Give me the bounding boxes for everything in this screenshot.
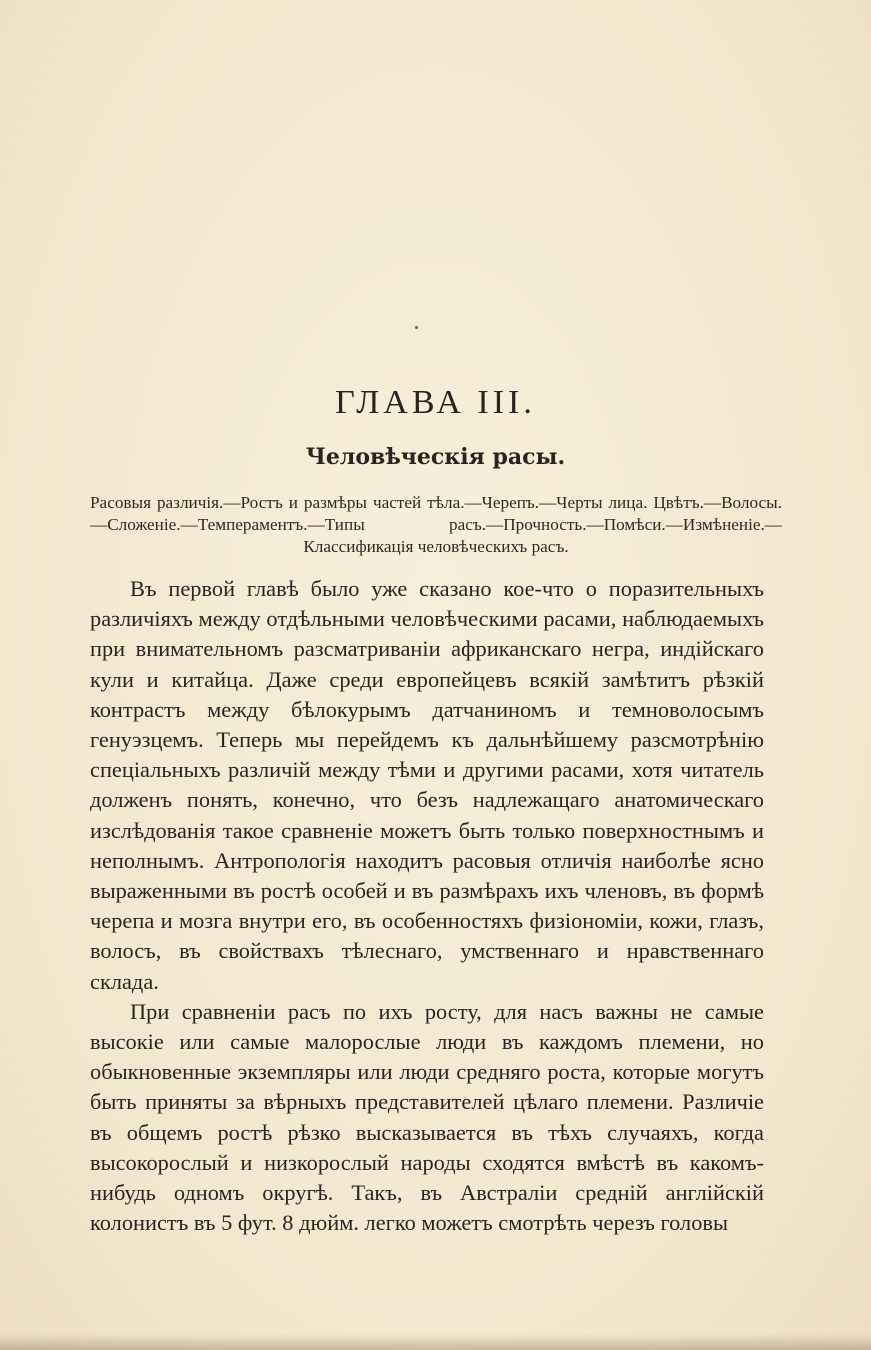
ink-speck bbox=[415, 326, 418, 329]
paragraph: При сравненіи расъ по ихъ росту, для насъ важны не самые высокіе или самые малорослые люди въ каждомъ племени, но обыкновенные экземпляры или люди средняго роста, которые могутъ быть приняты за вѣрныхъ представителей цѣлаго племени. Различіе въ общемъ ростѣ рѣзко высказывается въ тѣхъ случаяхъ, когда высокорослый и низкорослый народы сходятся вмѣстѣ въ какомъ-нибудь одномъ округѣ. Такъ, въ Австраліи средній англійскій колонистъ въ 5 фут. 8 дюйм. легко можетъ смотрѣть черезъ головы bbox=[90, 998, 764, 1236]
chapter-heading: ГЛАВА III. bbox=[335, 384, 536, 421]
chapter-synopsis: Расовыя различія.—Ростъ и размѣры частей тѣла.—Черепъ.—Черты лица. Цвѣтъ.—Волосы.—Сложеніе.—Темпераментъ.—Типы расъ.—Прочность.—Помѣси.—Измѣненіе.—Классификація человѣческихъ расъ. bbox=[90, 493, 782, 556]
chapter-title: Человѣческія расы. bbox=[305, 444, 566, 470]
page-bottom-edge bbox=[0, 1334, 871, 1350]
body-text bbox=[90, 574, 764, 1238]
paragraph: Въ первой главѣ было уже сказано кое-что о поразительныхъ различіяхъ между отдѣльными человѣческими расами, наблюдаемыхъ при внимательномъ разсматриваніи африканскаго негра, индійскаго кули и китайца. Даже среди европейцевъ всякій замѣтитъ рѣзкій контрастъ между бѣлокурымъ датчаниномъ и темноволосымъ генуэзцемъ. Теперь мы перейдемъ къ дальнѣйшему разсмотрѣнію спеціальныхъ различій между тѣми и другими расами, хотя читатель долженъ понять, конечно, что безъ надлежащаго анатомическаго изслѣдованія такое сравненіе можетъ быть только поверхностнымъ и неполнымъ. Антропологія находитъ расовыя отличія наиболѣе ясно выраженными въ ростѣ особей и въ размѣрахъ ихъ членовъ, въ формѣ черепа и мозга внутри его, въ особенностяхъ физіономіи, кожи, глазъ, волосъ, въ свойствахъ тѣлеснаго, умственнаго и нравственнаго склада. bbox=[90, 576, 764, 994]
